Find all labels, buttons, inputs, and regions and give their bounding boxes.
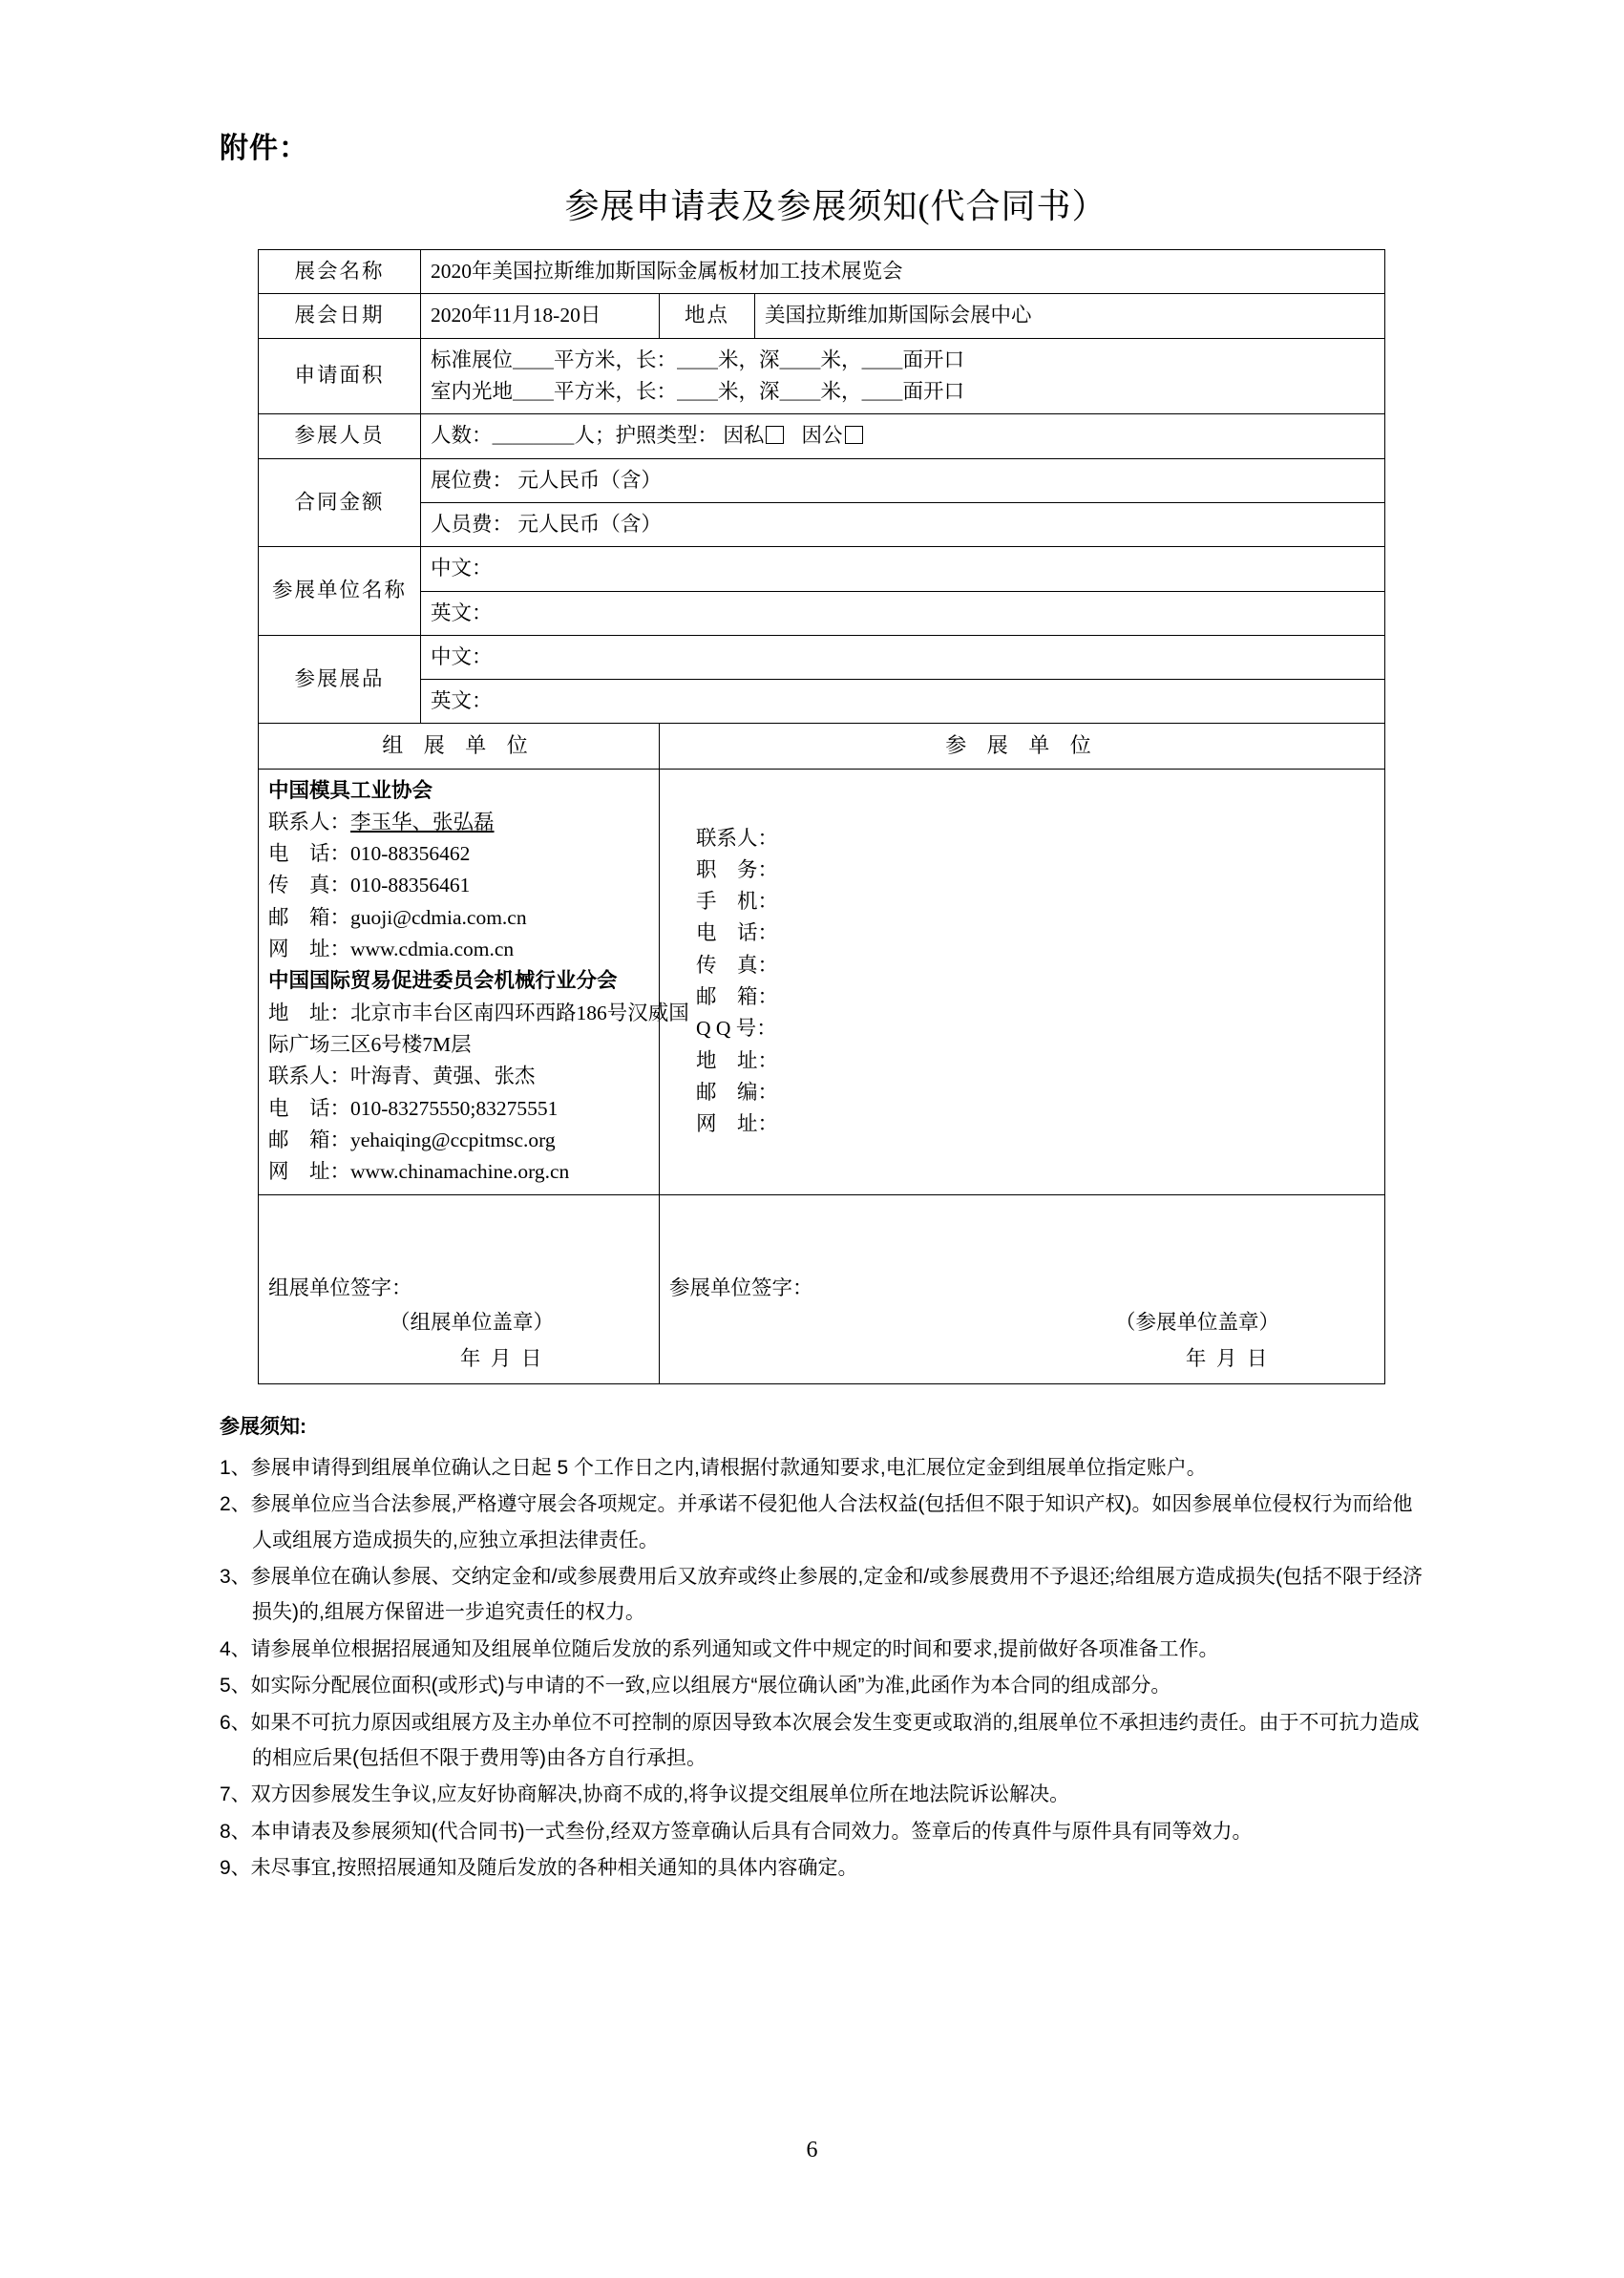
notice-title: 参展须知: [220, 1415, 306, 1438]
notice-item: 2、参展单位应当合法参展,严格遵守展会各项规定。并承诺不侵犯他人合法权益(包括但不限于知识产权)。如因参展单位侵权行为而给他人或组展方造成损失的,应独立承担法律责任。 [220, 1493, 1413, 1551]
exhibitor-name-cn[interactable]: 中文： [420, 547, 1384, 591]
venue-value: 美国拉斯维加斯国际会展中心 [754, 294, 1384, 338]
table-row [258, 547, 1384, 591]
personnel-value[interactable] [420, 414, 1384, 458]
exhibitor-field-address[interactable]: 地 址： [695, 1048, 778, 1072]
table-row [258, 680, 1384, 724]
raw-space-line[interactable]: 室内光地＿＿平方米，长：＿＿米，深＿＿米，＿＿面开口 [430, 379, 964, 403]
passport-private-checkbox[interactable] [766, 426, 784, 444]
page-number: 6 [806, 2138, 818, 2162]
notice-item: 1、参展申请得到组展单位确认之日起 5 个工作日之内,请根据付款通知要求,电汇展位定金到组展单位指定账户。 [220, 1456, 1207, 1479]
personnel-count-text: 人数：＿＿＿＿人；护照类型： [430, 424, 718, 448]
exhibitor-signature-cell[interactable] [659, 1194, 1384, 1383]
organizer-header: 组 展 单 位 [258, 724, 659, 769]
exhibitor-date-label: 年 月 日 [1185, 1347, 1271, 1371]
exhibition-date-value: 2020年11月18-20日 [420, 294, 659, 338]
organizer-sign-label: 组展单位签字： [267, 1276, 412, 1300]
notice-item: 8、本申请表及参展须知(代合同书)一式叁份,经双方签章确认后具有合同效力。签章后的传真件与原件具有同等效力。 [220, 1820, 1253, 1843]
notice-item: 3、参展单位在确认参展、交纳定金和/或参展费用后又放弃或终止参展的,定金和/或参展费用不予退还;给组展方造成损失(包括不限于经济损失)的,组展方保留进一步追究责任的权力。 [220, 1566, 1424, 1624]
organizer-tel-label: 电 话： [267, 842, 350, 866]
passport-public-label: 因公 [801, 424, 843, 448]
venue-label: 地点 [659, 294, 754, 338]
organizer-addr-label: 地 址： [267, 1001, 350, 1024]
organizer-stamp-label: （组展单位盖章） [389, 1311, 554, 1335]
organizer-web-value[interactable]: www.cdmia.com.cn [350, 938, 515, 961]
organizer-addr-value2: 际广场三区6号楼7M层 [267, 1033, 472, 1057]
page-title: 参展申请表及参展须知(代合同书） [564, 187, 1107, 225]
exhibitor-field-title[interactable]: 职 务： [695, 857, 778, 881]
table-row [258, 338, 1384, 414]
table-row [258, 250, 1384, 294]
exhibitor-header: 参 展 单 位 [659, 724, 1384, 769]
person-fee-field[interactable]: 人员费： 元人民币（含） [420, 502, 1384, 546]
table-row [258, 635, 1384, 679]
notice-item: 4、请参展单位根据招展通知及组展单位随后发放的系列通知或文件中规定的时间和要求,提前做好各项准备工作。 [220, 1637, 1219, 1660]
organizer-web-label: 网 址： [267, 938, 350, 961]
exhibition-name-label: 展会名称 [258, 250, 420, 294]
organizer-signature-cell[interactable] [258, 1194, 659, 1383]
organizer-email-label: 邮 箱： [267, 905, 350, 929]
notice-item: 6、如果不可抗力原因或组展方及主办单位不可控制的原因导致本次展会发生变更或取消的,组展单位不承担违约责任。由于不可抗力造成的相应后果(包括但不限于费用等)由各方自行承担。 [220, 1711, 1420, 1769]
exhibitor-name-en[interactable]: 英文： [420, 591, 1384, 635]
organizer-details [258, 769, 689, 1194]
organizer-addr-value: 北京市丰台区南四环西路186号汉威国 [350, 1001, 689, 1024]
organizer-tel2-value: 010-83275550;83275551 [350, 1096, 559, 1120]
organizer-org2-name: 中国国际贸易促进委员会机械行业分会 [267, 969, 618, 993]
table-row [258, 458, 1384, 502]
table-row [258, 1194, 1384, 1383]
exhibitor-field-fax[interactable]: 传 真： [695, 953, 778, 977]
table-row [258, 769, 1384, 1194]
notice-item: 9、未尽事宜,按照招展通知及随后发放的各种相关通知的具体内容确定。 [220, 1857, 858, 1880]
exhibits-en[interactable]: 英文： [420, 680, 1384, 724]
notice-item: 7、双方因参展发生争议,应友好协商解决,协商不成的,将争议提交组展单位所在地法院诉讼解决。 [220, 1783, 1070, 1806]
organizer-tel-value: 010-88356462 [350, 842, 471, 866]
exhibitor-details[interactable] [659, 769, 1384, 1194]
exhibitor-field-mobile[interactable]: 手 机： [695, 890, 778, 914]
attachment-label: 附件： [220, 133, 308, 164]
table-row [258, 414, 1384, 458]
organizer-contact-value: 李玉华、张弘磊 [350, 810, 495, 833]
apply-area-fields[interactable] [420, 338, 1384, 414]
exhibition-name-value: 2020年美国拉斯维加斯国际金属板材加工技术展览会 [420, 250, 1384, 294]
organizer-email2-label: 邮 箱： [267, 1128, 350, 1151]
organizer-date-label: 年 月 日 [459, 1347, 544, 1371]
organizer-fax-label: 传 真： [267, 874, 350, 897]
exhibitor-stamp-label: （参展单位盖章） [1115, 1311, 1280, 1335]
notice-item: 5、如实际分配展位面积(或形式)与申请的不一致,应以组展方“展位确认函”为准,此函作为本合同的组成部分。 [220, 1675, 1171, 1698]
exhibitor-field-email[interactable]: 邮 箱： [695, 985, 778, 1009]
personnel-label: 参展人员 [258, 414, 420, 458]
exhibitor-field-qq[interactable]: Q Q 号： [695, 1017, 777, 1041]
exhibits-label: 参展展品 [258, 635, 420, 724]
organizer-org1-name: 中国模具工业协会 [267, 778, 432, 802]
organizer-web2-value[interactable]: www.chinamachine.org.cn [350, 1160, 570, 1184]
contract-amount-label: 合同金额 [258, 458, 420, 547]
organizer-tel2-label: 电 话： [267, 1096, 350, 1120]
exhibits-cn[interactable]: 中文： [420, 635, 1384, 679]
table-row [258, 294, 1384, 338]
table-row [258, 591, 1384, 635]
standard-booth-line[interactable]: 标准展位＿＿平方米，长：＿＿米，深＿＿米，＿＿面开口 [430, 348, 964, 371]
organizer-fax-value: 010-88356461 [350, 874, 471, 897]
table-row [258, 502, 1384, 546]
apply-area-label: 申请面积 [258, 338, 420, 414]
exhibition-date-label: 展会日期 [258, 294, 420, 338]
exhibitor-sign-label: 参展单位签字： [668, 1276, 813, 1300]
passport-public-checkbox[interactable] [845, 426, 863, 444]
organizer-contact2-label: 联系人： [267, 1065, 350, 1088]
exhibitor-name-label: 参展单位名称 [258, 547, 420, 636]
exhibitor-field-tel[interactable]: 电 话： [695, 921, 778, 945]
table-row [258, 724, 1384, 769]
organizer-email-value[interactable]: guoji@cdmia.com.cn [350, 905, 527, 929]
exhibitor-field-website[interactable]: 网 址： [695, 1112, 778, 1136]
notice-section [220, 1409, 1424, 1887]
passport-private-label: 因私 [723, 424, 765, 448]
application-form-table [258, 249, 1385, 1384]
exhibitor-field-zipcode[interactable]: 邮 编： [695, 1081, 778, 1104]
booth-fee-field[interactable]: 展位费： 元人民币（含） [420, 458, 1384, 502]
organizer-contact-label: 联系人： [267, 810, 350, 833]
exhibitor-field-contact[interactable]: 联系人： [695, 826, 778, 850]
organizer-web2-label: 网 址： [267, 1160, 350, 1184]
organizer-email2-value[interactable]: yehaiqing@ccpitmsc.org [350, 1128, 556, 1151]
organizer-contact2-value: 叶海青、黄强、张杰 [350, 1065, 536, 1088]
